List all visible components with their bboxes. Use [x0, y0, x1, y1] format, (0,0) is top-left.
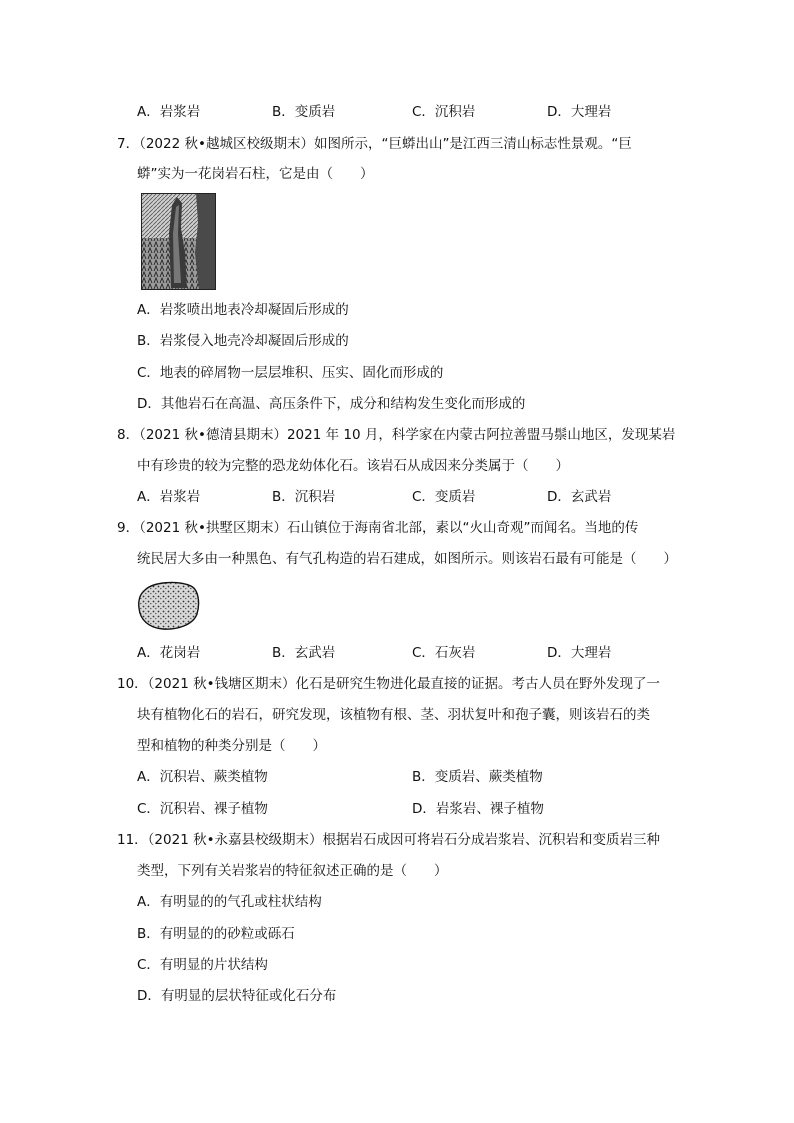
q9-option-c: C．石灰岩: [412, 645, 476, 661]
q9-option-b: B．玄武岩: [272, 645, 336, 661]
q7-option-c: C．地表的碎屑物一层层堆积、压实、固化而形成的: [137, 365, 444, 381]
q10-option-b: B．变质岩、蕨类植物: [412, 769, 543, 785]
q9-stem-line1: 9．（2021 秋•拱墅区期末）石山镇位于海南省北部，素以“火山奇观”而闻名。当地的传: [117, 520, 639, 536]
q7-option-a: A．岩浆喷出地表冷却凝固后形成的: [137, 302, 349, 318]
rock-pillar-photo: [141, 193, 216, 290]
q8-option-c: C．变质岩: [412, 489, 476, 505]
q7-stem-line2: 蟒”实为一花岗岩石柱，它是由（ ）: [137, 166, 374, 182]
q11-stem-line2: 类型，下列有关岩浆岩的特征叙述正确的是（ ）: [137, 863, 448, 879]
basalt-rock-image: [137, 580, 201, 632]
q9-option-d: D．大理岩: [547, 645, 612, 661]
q10-stem-line1: 10．（2021 秋•钱塘区期末）化石是研究生物进化最直接的证据。考古人员在野外发现了一: [117, 676, 661, 692]
q8-option-b: B．沉积岩: [272, 489, 336, 505]
q11-option-c: C．有明显的片状结构: [137, 957, 268, 973]
q10-option-c: C．沉积岩、裸子植物: [137, 801, 268, 817]
q11-option-d: D．有明显的层状特征或化石分布: [137, 988, 337, 1004]
q6-option-c: C．沉积岩: [412, 104, 476, 120]
q9-option-a: A．花岗岩: [137, 645, 201, 661]
q7-option-b: B．岩浆侵入地壳冷却凝固后形成的: [137, 333, 349, 349]
q10-option-a: A．沉积岩、蕨类植物: [137, 769, 268, 785]
q8-stem-line1: 8．（2021 秋•德清县期末）2021 年 10 月，科学家在内蒙古阿拉善盟马鬃山地区，发现某岩: [117, 427, 676, 443]
q8-option-d: D．玄武岩: [547, 489, 612, 505]
q11-option-a: A．有明显的的气孔或柱状结构: [137, 894, 322, 910]
q6-option-a: A．岩浆岩: [137, 104, 201, 120]
q7-option-d: D．其他岩石在高温、高压条件下，成分和结构发生变化而形成的: [137, 396, 526, 412]
q11-option-b: B．有明显的的砂粒或砾石: [137, 926, 295, 942]
q8-option-a: A．岩浆岩: [137, 489, 201, 505]
q11-stem-line1: 11．（2021 秋•永嘉县校级期末）根据岩石成因可将岩石分成岩浆岩、沉积岩和变质岩三种: [117, 832, 661, 848]
q9-stem-line2: 统民居大多由一种黑色、有气孔构造的岩石建成，如图所示。则该岩石最有可能是（ ）: [137, 551, 677, 567]
q10-stem-line3: 型和植物的种类分别是（ ）: [137, 738, 326, 754]
q8-stem-line2: 中有珍贵的较为完整的恐龙幼体化石。该岩石从成因来分类属于（ ）: [137, 458, 569, 474]
q7-stem-line1: 7．（2022 秋•越城区校级期末）如图所示，“巨蟒出山”是江西三清山标志性景观。“巨: [117, 136, 632, 152]
q10-stem-line2: 块有植物化石的岩石，研究发现，该植物有根、茎、羽状复叶和孢子囊，则该岩石的类: [137, 707, 650, 723]
q6-option-d: D．大理岩: [547, 104, 612, 120]
q10-option-d: D．岩浆岩、裸子植物: [412, 801, 544, 817]
q6-option-b: B．变质岩: [272, 104, 336, 120]
